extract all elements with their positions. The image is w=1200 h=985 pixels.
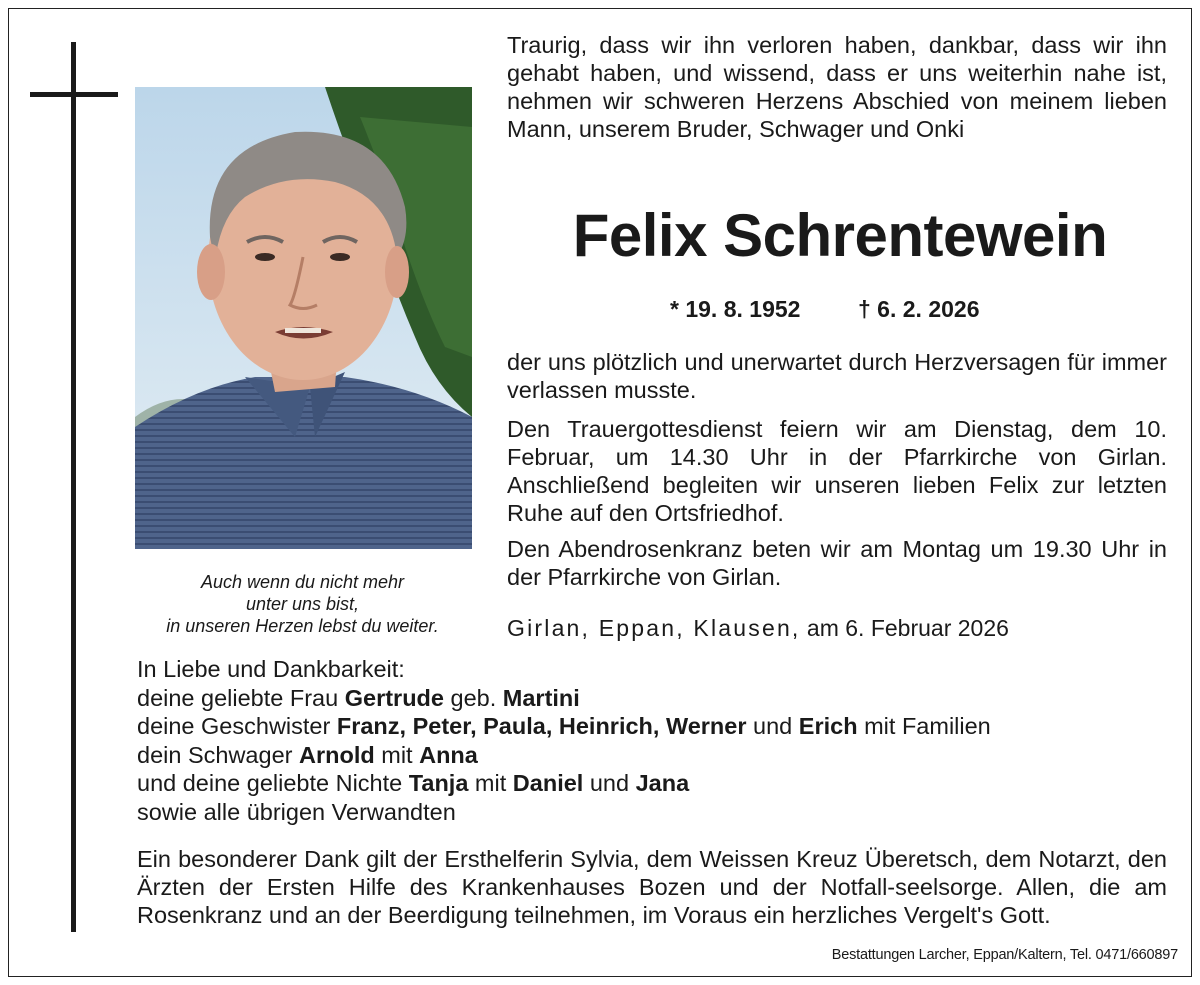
mourner-name: Jana [635, 770, 690, 796]
cross-icon [71, 42, 76, 932]
birth-date: * 19. 8. 1952 [670, 296, 801, 322]
mourner-name: Erich [798, 713, 858, 739]
funeral-service-text: Den Trauergottesdienst feiern wir am Dienstag, dem 10. Februar, um 14.30 Uhr in der Pfarrkirche von Girlan. Anschließend begleiten wir unseren lieben Felix zur letzten Ruhe auf den Ortsfriedhof. [507, 416, 1167, 526]
text: dein Schwager [137, 741, 299, 768]
thanks-text: Ein besonderer Dank gilt der Ersthelferin Sylvia, dem Weissen Kreuz Überetsch, dem Notarzt, den Ärzten der Ersten Hilfe des Krankenhauses Bozen und der Notfall-seelsorge. Allen, die am Rosenkranz und an der Beerdigung teilnehmen, im Voraus ein herzliches Vergelt's Gott. [137, 846, 1167, 928]
mourner-line-others: sowie alle übrigen Verwandten [137, 798, 456, 825]
text: geb. [443, 684, 503, 711]
mourner-name: Anna [419, 741, 478, 768]
mourner-name: Franz, Peter, Paula, Heinrich, Werner [336, 713, 747, 739]
caption-line: unter uns bist, [245, 594, 360, 614]
photo-caption [120, 571, 485, 637]
rosary-text: Den Abendrosenkranz beten wir am Montag um 19.30 Uhr in der Pfarrkirche von Girlan. [507, 536, 1167, 590]
text: deine Geschwister [137, 713, 337, 739]
mourner-name: Arnold [299, 741, 375, 768]
mourners-list [137, 655, 1167, 826]
text: deine geliebte Frau [137, 684, 345, 711]
caption-line: Auch wenn du nicht mehr [200, 572, 405, 592]
text: und [583, 770, 636, 796]
text: und [746, 713, 799, 739]
deceased-name: Felix Schrentewein [572, 202, 1108, 269]
notice-date: am 6. Februar 2026 [806, 615, 1009, 641]
mourner-line-siblings [137, 712, 1167, 741]
text: mit [468, 770, 513, 796]
caption-line: in unseren Herzen lebst du weiter. [166, 616, 439, 636]
portrait-photo [135, 87, 472, 549]
mourner-line-brother-in-law [137, 741, 1167, 770]
place-towns: Girlan, Eppan, Klausen, [507, 615, 801, 641]
text: mit [374, 741, 420, 768]
mourner-line-wife [137, 684, 1167, 713]
mourner-name: Tanja [408, 770, 469, 796]
mourner-name: Martini [502, 684, 580, 711]
text: mit Familien [857, 713, 991, 739]
intro-text: Traurig, dass wir ihn verloren haben, dankbar, dass wir ihn gehabt haben, und wissend, dass er uns weiterhin nahe ist, nehmen wir schweren Herzens Abschied von meinem lieben Mann, unserem Bruder, Schwager und Onki [507, 32, 1167, 142]
death-circumstance-text: der uns plötzlich und unerwartet durch Herzversagen für immer verlassen musste. [507, 349, 1167, 403]
mourner-line-niece [137, 769, 1167, 798]
mourner-name: Gertrude [344, 684, 444, 711]
place-date-line [507, 613, 1167, 643]
undertaker-credit: Bestattungen Larcher, Eppan/Kaltern, Tel. 0471/660897 [831, 947, 1178, 963]
cross-icon-bar [30, 92, 118, 97]
text: und deine geliebte Nichte [137, 770, 409, 796]
mourners-heading: In Liebe und Dankbarkeit: [137, 656, 405, 682]
mourner-name: Daniel [512, 770, 584, 796]
death-date: † 6. 2. 2026 [858, 296, 980, 322]
